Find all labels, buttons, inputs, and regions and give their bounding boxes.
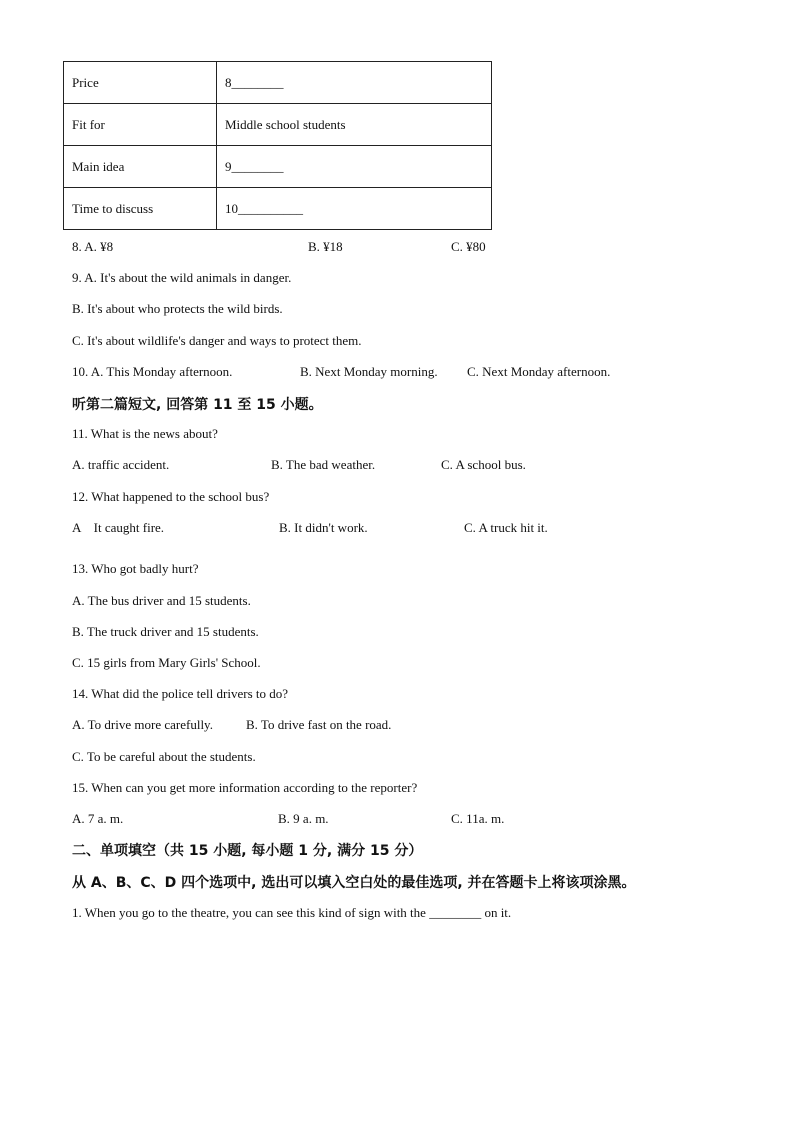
table-row xyxy=(64,188,492,230)
q12-question: 12. What happened to the school bus? xyxy=(72,489,270,504)
q11-option-a: A. traffic accident. xyxy=(72,457,170,472)
table-label: Main idea xyxy=(64,146,217,188)
part2-instruction: 从 A、B、C、D 四个选项中, 选出可以填入空白处的最佳选项, 并在答题卡上将该项涂黑。 xyxy=(72,875,636,891)
section-heading: 听第二篇短文, 回答第 11 至 15 小题。 xyxy=(72,397,323,413)
q13-option-a: A. The bus driver and 15 students. xyxy=(72,593,251,608)
table-value: Middle school students xyxy=(217,104,492,146)
q15-question: 15. When can you get more information according to the reporter? xyxy=(72,780,418,795)
q9-option-a: 9. A. It's about the wild animals in danger. xyxy=(72,270,292,285)
table-row xyxy=(64,62,492,104)
q9-option-c: C. It's about wildlife's danger and ways to protect them. xyxy=(72,333,362,348)
q10-option-c: C. Next Monday afternoon. xyxy=(467,364,611,379)
q9-option-b: B. It's about who protects the wild birds. xyxy=(72,301,283,316)
q8-option-a: 8. A. ¥8 xyxy=(72,239,114,254)
table-row xyxy=(64,146,492,188)
q12-option-b: B. It didn't work. xyxy=(279,520,368,535)
table-label: Time to discuss xyxy=(64,188,217,230)
part2-question-1: 1. When you go to the theatre, you can see this kind of sign with the ________ on it. xyxy=(72,905,512,920)
part2-title: 二、单项填空（共 15 小题, 每小题 1 分, 满分 15 分） xyxy=(72,843,423,859)
table-value: 9________ xyxy=(217,146,492,188)
table-value: 8________ xyxy=(217,62,492,104)
q8-option-b: B. ¥18 xyxy=(308,239,343,254)
table-label: Fit for xyxy=(64,104,217,146)
q13-option-b: B. The truck driver and 15 students. xyxy=(72,624,259,639)
q15-option-c: C. 11a. m. xyxy=(451,811,505,826)
q10-option-a: 10. A. This Monday afternoon. xyxy=(72,364,233,379)
q14-option-b: B. To drive fast on the road. xyxy=(246,717,392,732)
q15-option-b: B. 9 a. m. xyxy=(278,811,329,826)
q14-question: 14. What did the police tell drivers to do? xyxy=(72,686,289,701)
q13-option-c: C. 15 girls from Mary Girls' School. xyxy=(72,655,261,670)
q14-option-c: C. To be careful about the students. xyxy=(72,749,256,764)
table-row xyxy=(64,104,492,146)
q12-option-a: A It caught fire. xyxy=(72,520,165,535)
q11-option-c: C. A school bus. xyxy=(441,457,526,472)
q8-option-c: C. ¥80 xyxy=(451,239,486,254)
info-table xyxy=(63,61,492,230)
q12-option-c: C. A truck hit it. xyxy=(464,520,548,535)
q10-option-b: B. Next Monday morning. xyxy=(300,364,438,379)
q14-option-a: A. To drive more carefully. xyxy=(72,717,213,732)
table-label: Price xyxy=(64,62,217,104)
q13-question: 13. Who got badly hurt? xyxy=(72,561,199,576)
q11-question: 11. What is the news about? xyxy=(72,426,218,441)
table-value: 10__________ xyxy=(217,188,492,230)
q15-option-a: A. 7 a. m. xyxy=(72,811,124,826)
q11-option-b: B. The bad weather. xyxy=(271,457,376,472)
